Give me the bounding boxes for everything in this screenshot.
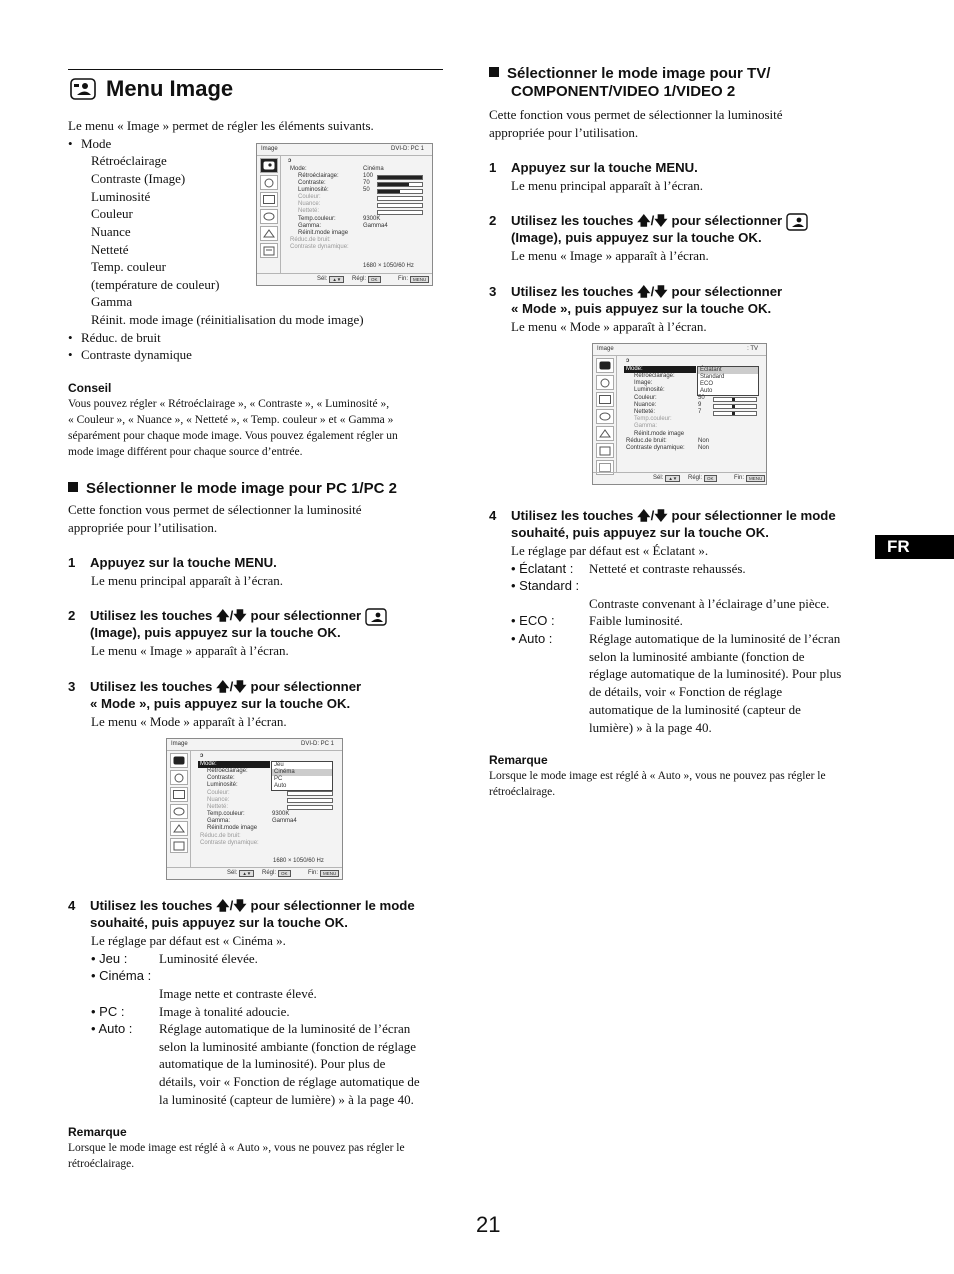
pip-icon [170, 821, 188, 836]
slider [713, 411, 757, 416]
list-item: Mode [81, 136, 112, 151]
osd-header-left: Image [597, 346, 614, 352]
pip-icon [596, 426, 614, 441]
mode-desc: selon la luminosité ambiante (fonction de réglage [159, 1039, 417, 1054]
menu-key: MENU [320, 870, 339, 877]
osd-value: 9300K [272, 811, 290, 817]
slider [287, 805, 333, 810]
image-icon [260, 158, 278, 173]
osd-label: Réduc.de bruit: [200, 833, 241, 839]
mode-desc: Réglage automatique de la luminosité de l’écran [159, 1021, 411, 1036]
up-down-arrow-icon: 🡅/🡇 [216, 679, 247, 694]
power-icon [170, 770, 188, 785]
osd-footer-label: Régl: [688, 475, 703, 481]
list-item: Gamma [91, 294, 133, 309]
osd-label: Couleur: [207, 790, 230, 796]
osd-value: 9300K [363, 216, 381, 222]
mode-desc: Faible luminosité. [589, 613, 683, 628]
mode-desc: détails, voir « Fonction de réglage automatique de [159, 1074, 420, 1089]
page-number: 21 [476, 1212, 501, 1237]
pc-step-2-desc: Le menu « Image » apparaît à l’écran. [91, 643, 289, 658]
list-item: Couleur [91, 206, 133, 221]
slider [377, 182, 423, 187]
osd-label: Réinit.mode image [207, 825, 258, 831]
ok-key: OK [704, 475, 717, 482]
osd-label: Rétroéclairage: [298, 173, 339, 179]
osd-label: Contraste: [298, 180, 326, 186]
pc-step-4-desc: Le réglage par défaut est « Cinéma ». [91, 933, 286, 948]
osd-resolution: 1680 × 1050/60 Hz [363, 263, 414, 269]
osd-value: Gamma4 [272, 818, 297, 824]
title-rule [68, 69, 443, 70]
mode-key: • Standard : [511, 578, 580, 593]
options-icon [260, 243, 278, 258]
image-icon [170, 753, 188, 768]
intro-text: Le menu « Image » permet de régler les éléments suivants. [68, 118, 374, 133]
osd-label: Mode: [200, 761, 217, 767]
osd-footer-label: Régl: [262, 870, 277, 876]
mode-key: • Cinéma : [91, 968, 152, 983]
sound-icon [596, 409, 614, 424]
conseil-title: Conseil [68, 381, 112, 395]
osd-value: Non [698, 445, 710, 451]
mode-desc: lumière) » à la page 40. [589, 720, 712, 735]
osd-label: Rétroéclairage: [634, 373, 675, 379]
power-icon [596, 375, 614, 390]
tv-section-heading: Sélectionner le mode image pour TV/ COMPONENT/VIDEO 1/VIDEO 2 [489, 65, 770, 101]
osd-footer-label: Fin: [734, 475, 745, 481]
mode-desc: automatique de la luminosité (capteur de [589, 702, 801, 717]
dropdown-option[interactable]: ECO [700, 381, 714, 387]
osd-label: Mode: [290, 166, 307, 172]
bullet: • [68, 347, 73, 362]
pc-remarque-title: Remarque [68, 1125, 127, 1139]
mode-desc: automatique de la luminosité). Pour plus de [159, 1056, 386, 1071]
osd-label: Réinit.mode image [298, 230, 349, 236]
osd-label: Gamma: [207, 818, 231, 824]
osd-label: Mode: [626, 366, 643, 372]
osd-label: Couleur: [298, 194, 321, 200]
osd-label: Luminosité: [207, 782, 238, 788]
mode-desc: Réglage automatique de la luminosité de l’écran [589, 631, 841, 646]
osd-label: Contraste dynamique: [626, 445, 685, 451]
tv-step-1-desc: Le menu principal apparaît à l’écran. [511, 178, 704, 193]
back-arrow-icon: ↄ [626, 358, 630, 364]
osd-label: Réinit.mode image [634, 431, 685, 437]
osd-label: Contraste dynamique: [290, 244, 349, 250]
osd-value: Gamma4 [363, 223, 388, 229]
tv-step-2-cont: (Image), puis appuyez sur la touche OK. [511, 230, 762, 245]
list-item: (température de couleur) [91, 277, 220, 292]
mode-dropdown[interactable] [271, 761, 333, 791]
osd-label: Gamma: [298, 223, 322, 229]
osd-mode-menu-pc: Image DVI-D: PC 1 ↄ Mode: Rétroéclairage: Contraste: Luminosité: Couleur: Nuance: Netteté: Temp.couleur: Gamma: Réinit.mode image Réduc.de bruit: Contraste dynamique: Jeu Cinéma PC Auto 9300K Gamma4 1680 × 1050/60 Hz Sél: ▲▼ Régl: OK Fin: MENU [166, 738, 343, 880]
osd-label: Contraste: [207, 775, 235, 781]
mode-desc: Contraste convenant à l’éclairage d’une pièce. [589, 596, 830, 611]
osd-label: Gamma: [634, 423, 658, 429]
osd-label: Réduc.de bruit: [626, 438, 667, 444]
osd-label: Rétroéclairage: [207, 768, 248, 774]
osd-value: 9 [698, 402, 702, 408]
osd-footer-label: Sél: [653, 475, 664, 481]
ok-key: OK [368, 276, 381, 283]
list-item: Netteté [91, 242, 129, 257]
osd-value: 70 [363, 180, 370, 186]
osd-value: Non [698, 438, 710, 444]
osd-value: Cinéma [363, 166, 384, 172]
bullet: • [68, 330, 73, 345]
slider [713, 404, 757, 409]
osd-header-right: : TV [747, 346, 758, 352]
mode-key: • ECO : [511, 613, 555, 628]
slider [713, 397, 757, 402]
up-down-arrow-icon: 🡅/🡇 [637, 213, 668, 228]
osd-label: Luminosité: [298, 187, 329, 193]
osd-label: Nuance: [634, 402, 657, 408]
mode-desc: Image à tonalité adoucie. [159, 1004, 290, 1019]
mode-key: • Auto : [511, 631, 553, 646]
tv-remarque-text: Lorsque le mode image est réglé à « Auto », vous ne pouvez pas régler le rétroéclairage. [489, 770, 826, 798]
tv-remarque-title: Remarque [489, 753, 548, 767]
options-icon [170, 838, 188, 853]
osd-value: 50 [698, 395, 705, 401]
menu-key: MENU [746, 475, 765, 482]
image-icon [365, 608, 387, 626]
dropdown-option[interactable]: Auto [700, 388, 713, 394]
back-arrow-icon: ↄ [288, 158, 292, 164]
sound-icon [170, 804, 188, 819]
mode-desc: la luminosité (capteur de lumière) » à la page 40. [159, 1092, 414, 1107]
title-text: Menu Image [106, 76, 234, 101]
power-icon [260, 175, 278, 190]
osd-label: Temp.couleur: [634, 416, 672, 422]
osd-label: Temp.couleur: [207, 811, 245, 817]
up-down-arrow-icon: 🡅/🡇 [216, 608, 247, 623]
osd-resolution: 1680 × 1050/60 Hz [273, 858, 324, 864]
mode-desc: Netteté et contraste rehaussés. [589, 561, 746, 576]
bullet: • [68, 136, 73, 151]
mode-desc: Image nette et contraste élevé. [159, 986, 317, 1001]
image-icon [596, 358, 614, 373]
pc-section-heading: Sélectionner le mode image pour PC 1/PC 2 [68, 480, 397, 498]
conseil-text: Vous pouvez régler « Rétroéclairage », « Contraste », « Luminosité », « Couleur », « Nuance », « Netteté », « Temp. couleur » et « Gamma » séparément pour chaque mode image. Vous pouvez également régler un mode image différent pour chaque source d’entrée. [68, 398, 398, 458]
osd-sidebar [257, 156, 281, 273]
osd-label: Réduc.de bruit: [290, 237, 331, 243]
osd-value: 7 [698, 409, 702, 415]
pc-step-3-cont: « Mode », puis appuyez sur la touche OK. [90, 696, 351, 711]
mode-desc: selon la luminosité ambiante (fonction de [589, 649, 805, 664]
osd-footer-label: Régl: [352, 276, 367, 282]
up-down-arrow-icon: 🡅/🡇 [637, 508, 668, 523]
list-item: Temp. couleur [91, 259, 166, 274]
osd-value: 100 [363, 173, 374, 179]
language-tab: FR [875, 535, 954, 559]
list-item: Rétroéclairage [91, 153, 167, 168]
tv-intro: Cette fonction vous permet de sélectionner la luminosité appropriée pour l’utilisation. [489, 107, 783, 140]
dropdown-option[interactable]: PC [274, 776, 283, 782]
pc-intro: Cette fonction vous permet de sélectionner la luminosité appropriée pour l’utilisation. [68, 502, 362, 535]
mode-desc: Luminosité élevée. [159, 951, 258, 966]
mode-key: • PC : [91, 1004, 125, 1019]
osd-sidebar [167, 751, 191, 867]
osd-label: Image: [634, 380, 653, 386]
osd-label: Luminosité: [634, 387, 665, 393]
mode-desc: réglage automatique de la luminosité). Pour plus [589, 666, 842, 681]
pc-step-3-desc: Le menu « Mode » apparaît à l’écran. [91, 714, 287, 729]
osd-mode-menu-tv: Image : TV ↄ Mode: Rétroéclairage: Image: Luminosité: Couleur: Nuance: Netteté: Temp.couleur: Gamma: Réinit.mode image Réduc.de bruit: Contraste dynamique: Éclatant Standard ECO Auto 50 9 7 Non Non Sél: ▲▼ Régl: OK Fin: MENU [592, 343, 767, 485]
dropdown-option[interactable]: Jeu [274, 762, 284, 768]
mode-dropdown[interactable] [697, 366, 759, 396]
tv-step-2-desc: Le menu « Image » apparaît à l’écran. [511, 248, 709, 263]
image-menu-icon [70, 78, 96, 100]
mode-key: • Auto : [91, 1021, 133, 1036]
back-arrow-icon: ↄ [200, 753, 204, 759]
mode-key: • Éclatant : [511, 561, 574, 576]
osd-label: Temp.couleur: [298, 216, 336, 222]
slider [377, 203, 423, 208]
osd-header-right: DVI-D: PC 1 [390, 146, 424, 152]
image-icon [786, 213, 808, 231]
dropdown-option[interactable]: Standard [700, 374, 725, 380]
slider [287, 791, 333, 796]
osd-footer-label: Sél: [317, 276, 328, 282]
osd-header-right: DVI-D: PC 1 [300, 741, 334, 747]
screen-icon [596, 392, 614, 407]
screen-icon [170, 787, 188, 802]
slider [377, 175, 423, 180]
mode-key: • Jeu : [91, 951, 128, 966]
tv-step-4-cont: souhaité, puis appuyez sur la touche OK. [511, 525, 769, 540]
osd-label: Netteté: [207, 804, 229, 810]
osd-footer-label: Fin: [398, 276, 409, 282]
list-item: Réduc. de bruit [81, 330, 161, 345]
osd-value: 50 [363, 187, 370, 193]
osd-footer-label: Sél: [227, 870, 238, 876]
list-item: Luminosité [91, 189, 151, 204]
slider [377, 210, 423, 215]
sound-icon [260, 209, 278, 224]
page-title [70, 76, 233, 102]
up-down-arrow-icon: 🡅/🡇 [637, 284, 668, 299]
osd-sidebar [593, 356, 617, 472]
dropdown-option[interactable]: Cinéma [272, 769, 332, 776]
dropdown-option[interactable]: Éclatant [698, 367, 758, 374]
menu-key: MENU [410, 276, 429, 283]
tv-step-3-desc: Le menu « Mode » apparaît à l’écran. [511, 319, 707, 334]
slider [377, 196, 423, 201]
list-item: Réinit. mode image (réinitialisation du mode image) [91, 312, 364, 327]
ok-key: OK [278, 870, 291, 877]
dropdown-option[interactable]: Auto [274, 783, 287, 789]
osd-footer-label: Fin: [308, 870, 319, 876]
slider [287, 798, 333, 803]
pc-step-1-desc: Le menu principal apparaît à l’écran. [91, 573, 284, 588]
options-icon [596, 443, 614, 458]
pip-icon [260, 226, 278, 241]
osd-image-menu-pc: Image DVI-D: PC 1 ↄ Mode: Rétroéclairage: Contraste: Luminosité: Couleur: Nuance: Netteté: Temp.couleur: Gamma: Réinit.mode image Réduc.de bruit: Contraste dynamique: Cinéma 100 70 50 9300K Gamma4 1680 × 1050/60 Hz Sél: ▲▼ Régl: OK Fin: MENU [256, 143, 433, 286]
list-item: Nuance [91, 224, 131, 239]
osd-header-left: Image [171, 741, 188, 747]
osd-label: Netteté: [634, 409, 656, 415]
osd-label: Netteté: [298, 208, 320, 214]
pc-step-4-cont: souhaité, puis appuyez sur la touche OK. [90, 915, 348, 930]
slider [377, 189, 423, 194]
pc-remarque-text: Lorsque le mode image est réglé à « Auto », vous ne pouvez pas régler le rétroéclairage. [68, 1142, 405, 1170]
osd-label: Couleur: [634, 395, 657, 401]
osd-label: Nuance: [207, 797, 230, 803]
screen-icon [260, 192, 278, 207]
list-item: Contraste (Image) [91, 171, 186, 186]
osd-label: Nuance: [298, 201, 321, 207]
list-item: Contraste dynamique [81, 347, 192, 362]
mode-desc: de détails, voir « Fonction de réglage [589, 684, 783, 699]
tv-step-3-cont: « Mode », puis appuyez sur la touche OK. [511, 301, 772, 316]
tv-step-4-desc: Le réglage par défaut est « Éclatant ». [511, 543, 709, 558]
osd-label: Contraste dynamique: [200, 840, 259, 846]
osd-header-left: Image [261, 146, 278, 152]
up-down-arrow-icon: 🡅/🡇 [216, 898, 247, 913]
pc-step-2-cont: (Image), puis appuyez sur la touche OK. [90, 625, 341, 640]
